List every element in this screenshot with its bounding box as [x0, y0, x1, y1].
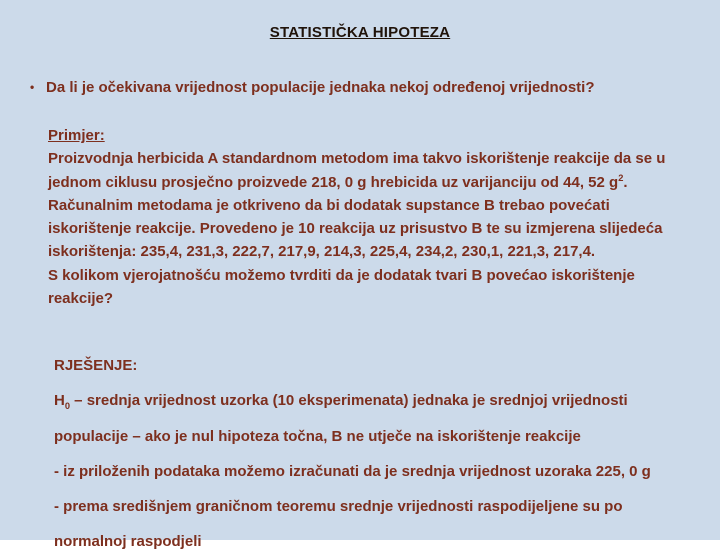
bullet-icon: •	[30, 80, 35, 94]
solution-point-2: - prema središnjem graničnom teoremu srednje vrijednosti raspodijeljene su po normalnoj raspodjeli	[54, 498, 623, 551]
example-sentence-3: S kolikom vjerojatnošću možemo tvrditi da je dodatak tvari B povećao iskorištenje reakcije?	[48, 266, 635, 307]
hypothesis-text: – srednja vrijednost uzorka (10 eksperimenata) jednaka je srednjoj vrijednosti populacije – ako je nul hipoteza točna, B ne utječe na iskorištenje reakcije	[54, 392, 628, 445]
slide-title-text: STATISTIČKA HIPOTEZA	[269, 24, 451, 41]
hypothesis-subscript: 0	[64, 401, 71, 412]
example-sentence-1-end: .	[623, 173, 628, 191]
superscript-2: 2	[618, 172, 624, 183]
example-sentence-1: Proizvodnja herbicida A standardnom metodom ima takvo iskorištenje reakcije da se u jednom ciklusu prosječno proizvede 218, 0 g hrebicida uz varijanciju od 44, 52 g	[48, 150, 666, 191]
solution-hypothesis	[54, 383, 692, 454]
example-paragraph	[48, 124, 686, 310]
example-sentence-2: Računalnim metodama je otkriveno da bi dodatak supstance B trebao povećati iskorištenje reakcije. Provedeno je 10 reakcija uz prisustvo B te su izmjerena slijedeća iskorištenja: 235,4, 231,3, 222,7, 217,9, 214,3, 225,4, 234,2, 230,1, 221,3, 217,4.	[48, 196, 663, 261]
solution-point-1: - iz priloženih podataka možemo izračunati da je srednja vrijednost uzoraka 225, 0 g	[54, 462, 651, 480]
solution-label: RJEŠENJE:	[54, 357, 138, 374]
slide-title	[0, 0, 720, 41]
solution-section	[54, 348, 692, 560]
bullet-text: Da li je očekivana vrijednost populacije jednaka nekoj određenoj vrijednosti?	[46, 79, 595, 96]
bullet-item	[30, 77, 680, 98]
hypothesis-symbol: H	[54, 392, 65, 410]
example-label: Primjer:	[48, 127, 105, 144]
